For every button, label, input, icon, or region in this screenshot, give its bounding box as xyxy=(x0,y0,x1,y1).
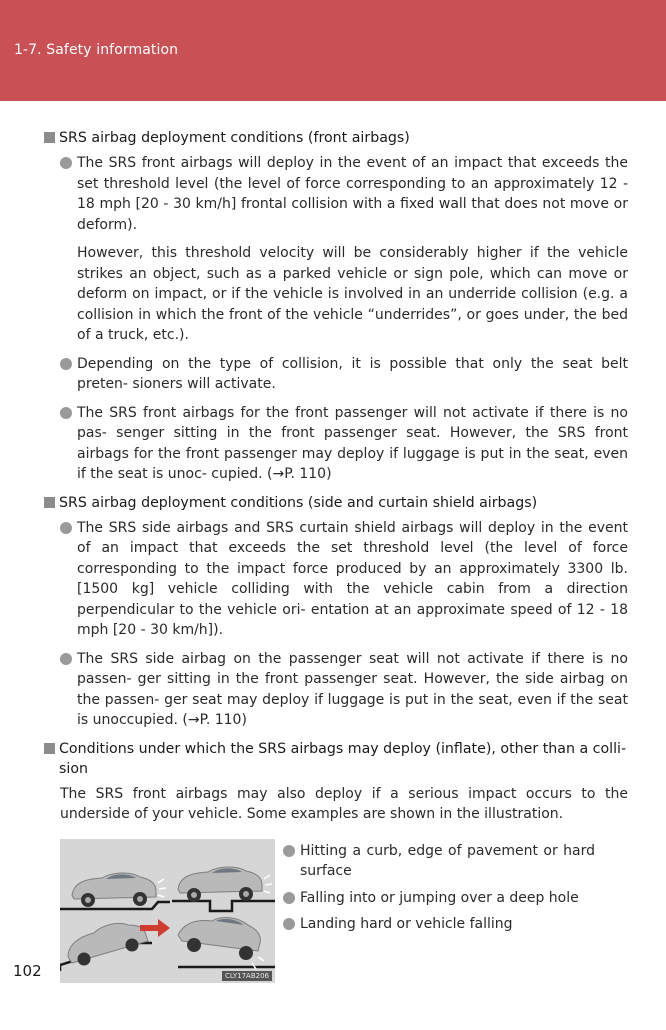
illustration-code: CLY17AB206 xyxy=(222,971,272,981)
page-header xyxy=(0,0,666,101)
list-item-text: Hitting a curb, edge of pavement or hard surface xyxy=(300,842,595,879)
bullet-item xyxy=(44,354,628,395)
bullet-item xyxy=(44,153,628,235)
section-heading-side-curtain-airbags xyxy=(44,493,628,513)
list-item-text: Falling into or jumping over a deep hole xyxy=(300,889,579,906)
bullet-dot-icon xyxy=(283,892,295,904)
section-intro: The SRS front airbags may also deploy if a serious impact occurs to the underside of your vehicle. Some examples are shown in the illustration. xyxy=(60,785,628,822)
list-item-text: Landing hard or vehicle falling xyxy=(300,916,513,932)
bullet-item xyxy=(44,649,628,731)
page-content xyxy=(44,128,628,983)
bullet-item xyxy=(44,403,628,485)
condition-list xyxy=(283,839,595,941)
bullet-dot-icon xyxy=(60,358,72,370)
section-title: 1-7. Safety information xyxy=(14,42,179,58)
square-bullet-icon xyxy=(44,132,55,143)
heading-text: Conditions under which the SRS airbags may deploy (inflate), other than a colli- sion xyxy=(59,740,627,777)
bullet-dot-icon xyxy=(60,407,72,419)
heading-text: SRS airbag deployment conditions (side and curtain shield airbags) xyxy=(59,494,538,511)
bullet-text: The SRS front airbags for the front passenger will not activate if there is no pas- senger sitting in the front passenger seat. However, the SRS front airbags for the front passenger may deploy if luggage is put in the seat, even if the seat is unoc- cupied. (→P. 110) xyxy=(77,404,628,482)
figure-row xyxy=(44,839,628,983)
heading-text: SRS airbag deployment conditions (front airbags) xyxy=(59,130,410,146)
bullet-sub-paragraph: However, this threshold velocity will be considerably higher if the vehicle strikes an object, such as a parked vehicle or sign pole, which can move or deform on impact, or if the vehicle is involved in an underride collision (e.g. a collision in which the front of the vehicle “underrides”, or goes under, the bed of a truck, etc.). xyxy=(77,245,628,343)
list-item xyxy=(283,841,595,882)
bullet-dot-icon xyxy=(60,653,72,665)
bullet-text: The SRS side airbag on the passenger seat will not activate if there is no passen- ger sitting in the front passenger seat. However, the side airbag on the passen- ger seat may deploy if luggage is put in the seat, even if the seat is unoccupied. (→P. 110) xyxy=(77,650,628,728)
bullet-item xyxy=(44,518,628,641)
square-bullet-icon xyxy=(44,497,55,508)
square-bullet-icon xyxy=(44,743,55,754)
section-heading-front-airbags xyxy=(44,128,628,148)
page-number: 102 xyxy=(13,962,42,980)
bullet-text: The SRS front airbags will deploy in the event of an impact that exceeds the set threshold level (the level of force corresponding to an approximately 12 - 18 mph [20 - 30 km/h] frontal collision with a fixed wall that does not move or deform). xyxy=(77,155,628,233)
bullet-dot-icon xyxy=(60,157,72,169)
vehicle-underside-impact-illustration xyxy=(60,839,275,983)
section-heading-other-conditions xyxy=(44,739,628,779)
list-item xyxy=(283,888,595,909)
illustration-graphic xyxy=(60,839,275,983)
bullet-dot-icon xyxy=(283,845,295,857)
bullet-dot-icon xyxy=(283,918,295,930)
bullet-text: Depending on the type of collision, it is possible that only the seat belt preten- sioners will activate. xyxy=(77,355,628,392)
list-item xyxy=(283,914,595,935)
bullet-dot-icon xyxy=(60,522,72,534)
bullet-text: The SRS side airbags and SRS curtain shield airbags will deploy in the event of an impact that exceeds the set threshold level (the level of force corresponding to the impact force produced by an approximately 3300 lb. [1500 kg] vehicle colliding with the vehicle cabin from a direction perpendicular to the vehicle ori- entation at an approximate speed of 12 - 18 mph [20 - 30 km/h]). xyxy=(77,519,628,638)
